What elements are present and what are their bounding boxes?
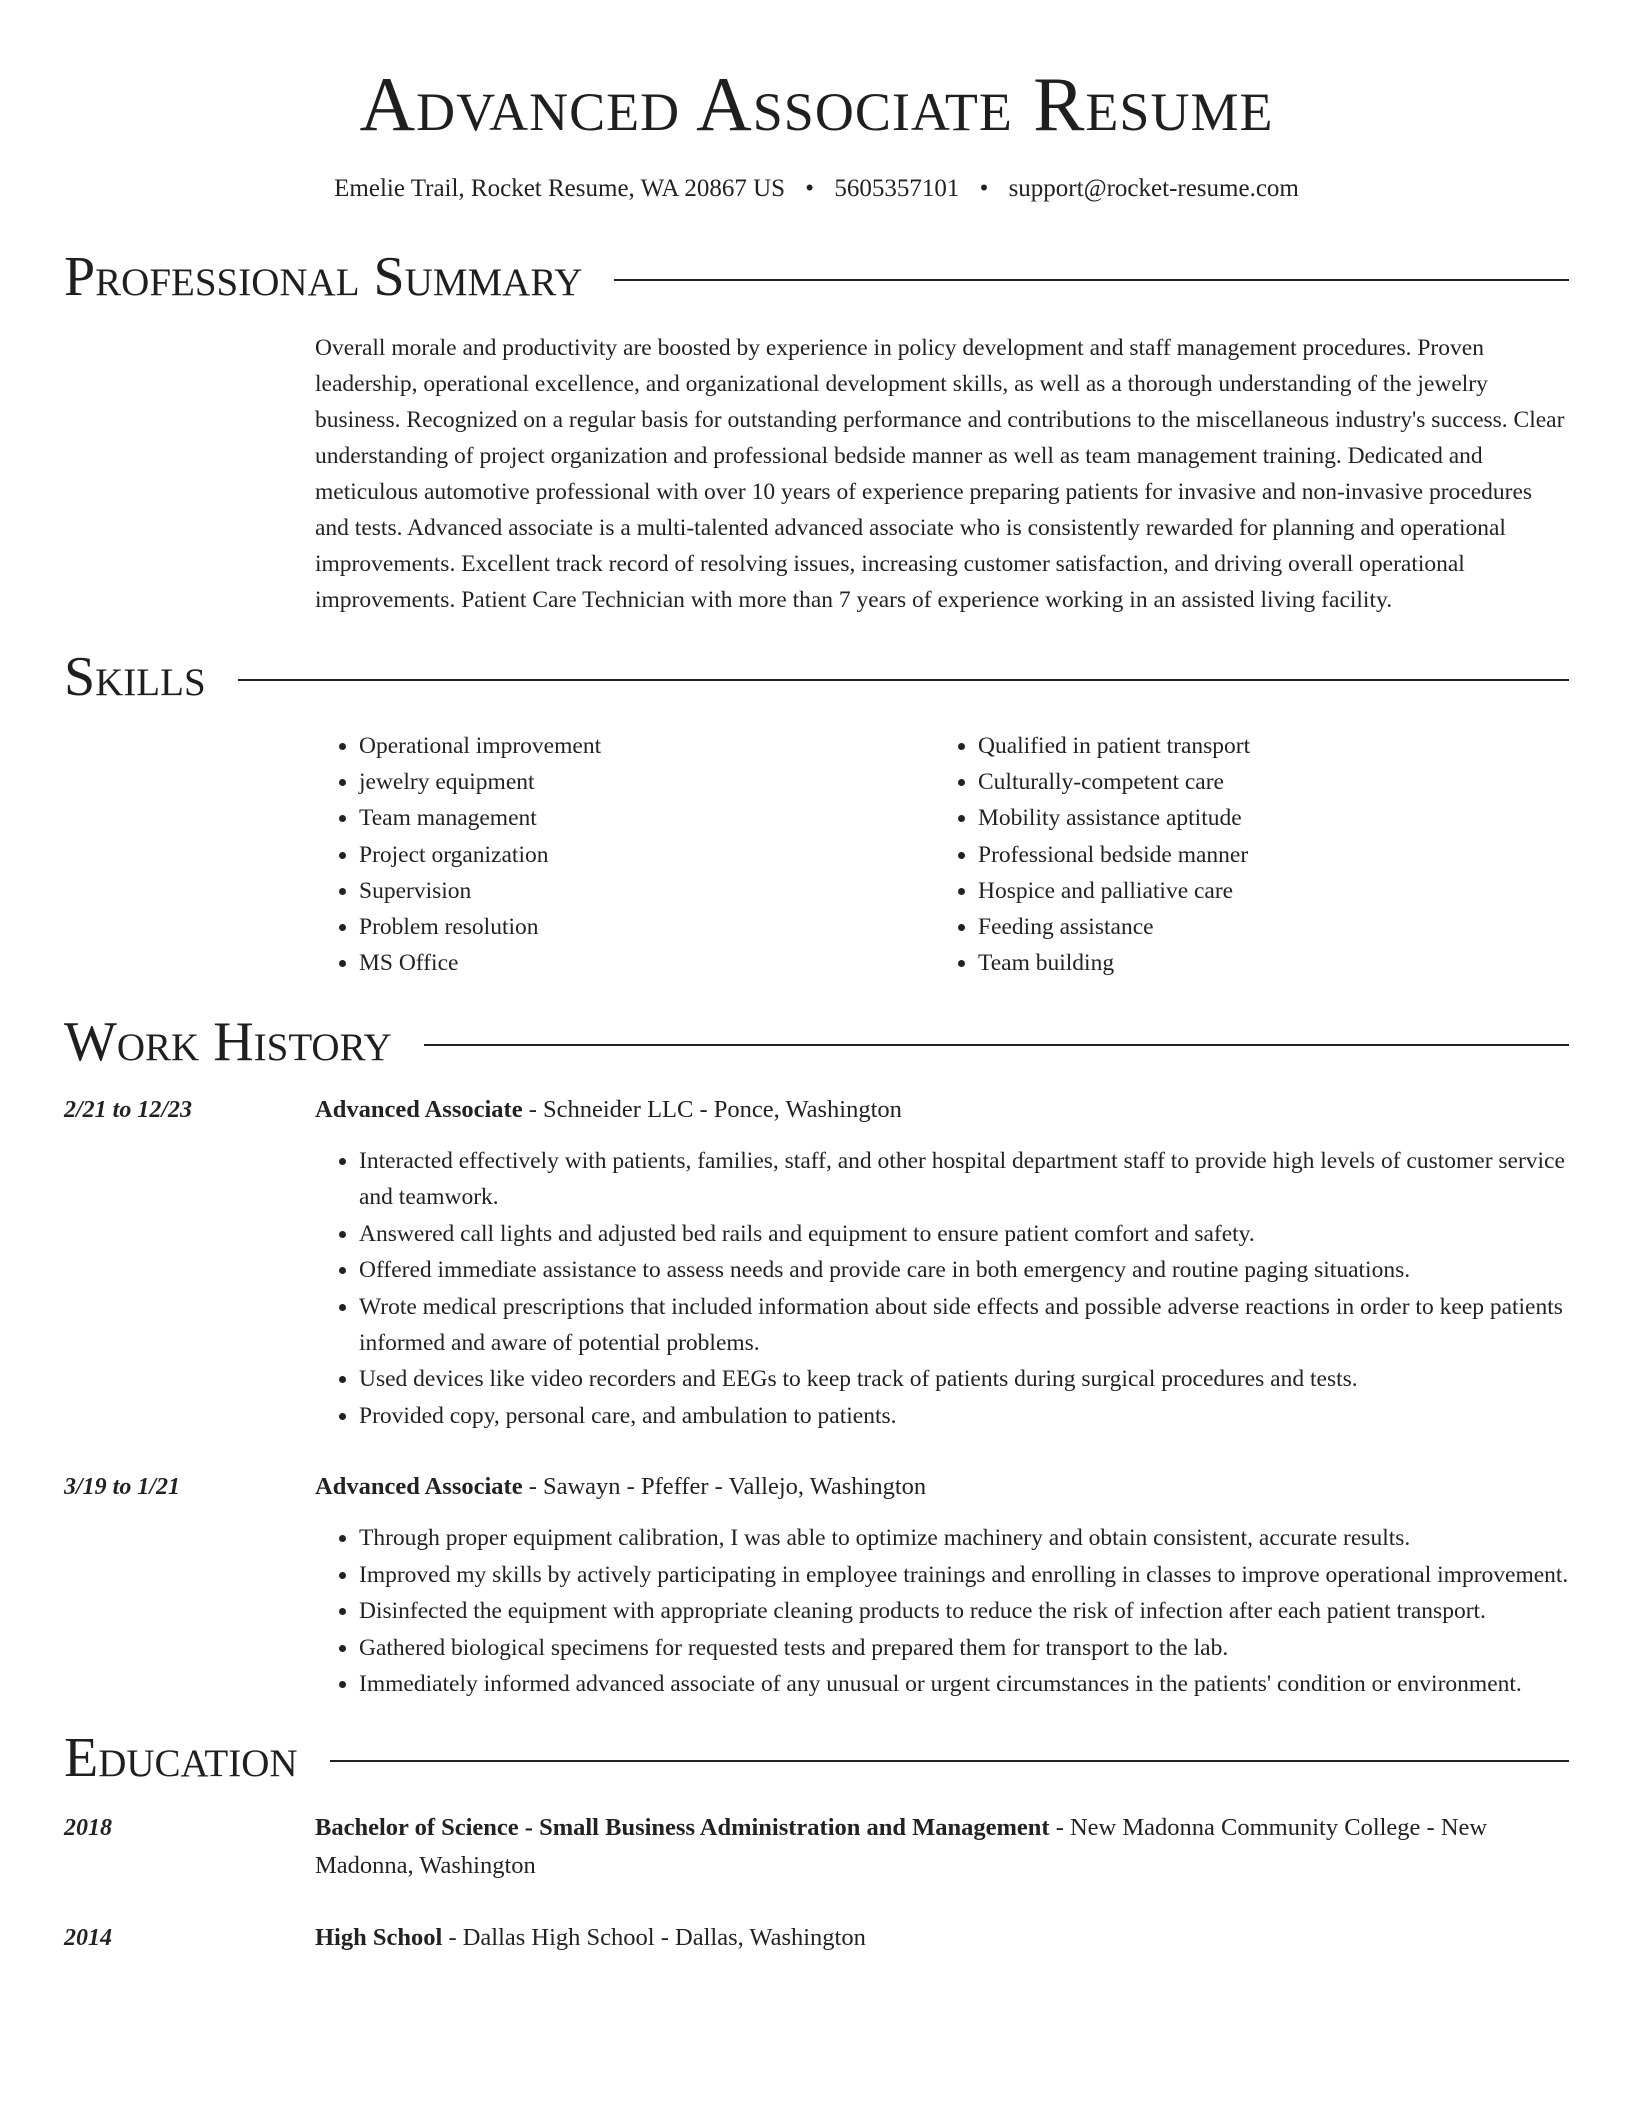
education-header — [315, 1919, 1569, 1957]
skills-heading: Skills — [64, 646, 206, 708]
job-bullet: • Gathered biological specimens for requested tests and prepared them for transport to the lab. — [359, 1630, 1569, 1666]
skill-item: • Team management — [359, 800, 934, 836]
job-dates: 3/19 to 1/21 — [64, 1474, 181, 1501]
skill-item: • Team building — [978, 945, 1553, 981]
skill-item: • Qualified in patient transport — [978, 728, 1553, 764]
education-header — [315, 1809, 1569, 1885]
job-bullet: • Through proper equipment calibration, I was able to optimize machinery and obtain consistent, accurate results. — [359, 1520, 1569, 1556]
work-heading: Work History — [64, 1011, 392, 1074]
job-bullet: • Provided copy, personal care, and ambulation to patients. — [359, 1398, 1569, 1434]
job-details: - Sawayn - Pfeffer - Vallejo, Washington — [522, 1473, 927, 1501]
education-year: 2018 — [64, 1814, 112, 1841]
contact-email: support@rocket-resume.com — [1008, 175, 1299, 202]
summary-heading: Professional Summary — [64, 246, 583, 308]
section-divider — [424, 1044, 1569, 1046]
job-bullet: • Wrote medical prescriptions that included information about side effects and possible adverse reactions in order to keep patients informed and aware of potential problems. — [359, 1289, 1569, 1361]
job-bullet: • Disinfected the equipment with appropriate cleaning products to reduce the risk of infection after each patient transport. — [359, 1593, 1569, 1629]
skill-item: • Project organization — [359, 837, 934, 873]
education-entry — [64, 1809, 1569, 1885]
job-bullet: • Interacted effectively with patients, families, staff, and other hospital department staff to provide high levels of customer service and teamwork. — [359, 1143, 1569, 1215]
contact-separator: • — [805, 175, 815, 202]
skill-item: • Hospice and palliative care — [978, 873, 1553, 909]
education-year: 2014 — [64, 1924, 112, 1951]
summary-section-header — [64, 244, 1569, 310]
job-body — [315, 1468, 1569, 1703]
education-entry — [64, 1919, 1569, 1957]
job-title: Advanced Associate — [315, 1096, 523, 1124]
section-divider — [238, 679, 1569, 681]
summary-text: Overall morale and productivity are boosted by experience in policy development and staff management procedures. Proven leadership, operational excellence, and organizational development skills, as well as a thorough understanding of the jewelry business. Recognized on a regular basis for outstanding performance and contributions to the miscellaneous industry's success. Clear understanding of project organization and professional bedside manner as well as team management training. Dedicated and meticulous automotive professional with over 10 years of experience preparing patients for invasive and non-invasive procedures and tests. Advanced associate is a multi-talented advanced associate who is consistently rewarded for planning and operational improvements. Excellent track record of resolving issues, increasing customer satisfaction, and driving overall operational improvements. Patient Care Technician with more than 7 years of experience working in an assisted living facility. — [315, 335, 1565, 613]
contact-separator: • — [979, 175, 989, 202]
job-bullet: • Used devices like video recorders and EEGs to keep track of patients during surgical procedures and tests. — [359, 1361, 1569, 1397]
skill-item: • jewelry equipment — [359, 764, 934, 800]
skill-item: • MS Office — [359, 945, 934, 981]
skills-section-header — [64, 644, 1569, 710]
education-body — [315, 1919, 1569, 1957]
job-dates: 2/21 to 12/23 — [64, 1097, 193, 1124]
skill-item: • Supervision — [359, 873, 934, 909]
education-details: - Dallas High School - Dallas, Washington — [442, 1923, 866, 1951]
contact-phone: 5605357101 — [834, 175, 960, 202]
section-divider — [614, 279, 1569, 281]
education-body — [315, 1809, 1569, 1885]
skill-item: • Feeding assistance — [978, 909, 1553, 945]
section-divider — [330, 1760, 1569, 1762]
job-bullet: • Offered immediate assistance to assess needs and provide care in both emergency and routine paging situations. — [359, 1252, 1569, 1288]
job-entry — [64, 1091, 1569, 1434]
skill-item: • Professional bedside manner — [978, 837, 1553, 873]
education-degree: Bachelor of Science - Small Business Administration and Management — [315, 1813, 1050, 1841]
skills-column-right — [934, 728, 1553, 981]
job-bullets — [315, 1520, 1569, 1702]
resume-title: Advanced Associate Resume — [359, 61, 1274, 147]
work-section-header — [64, 1009, 1569, 1075]
contact-line — [64, 172, 1569, 206]
job-bullet: • Improved my skills by actively participating in employee trainings and enrolling in classes to improve operational improvement. — [359, 1557, 1569, 1593]
job-body — [315, 1091, 1569, 1434]
job-entry — [64, 1468, 1569, 1703]
job-bullet: • Immediately informed advanced associate of any unusual or urgent circumstances in the patients' condition or environment. — [359, 1666, 1569, 1702]
job-bullet: • Answered call lights and adjusted bed rails and equipment to ensure patient comfort and safety. — [359, 1216, 1569, 1252]
education-section-header — [64, 1725, 1569, 1791]
skill-item: • Problem resolution — [359, 909, 934, 945]
education-heading: Education — [64, 1726, 298, 1789]
skill-item: • Operational improvement — [359, 728, 934, 764]
job-title: Advanced Associate — [315, 1473, 523, 1501]
education-degree: High School — [315, 1923, 443, 1951]
job-header — [315, 1468, 1569, 1506]
job-bullets — [315, 1143, 1569, 1434]
job-header — [315, 1091, 1569, 1129]
education-details: - New Madonna Community College - New Madonna, Washington — [315, 1813, 1488, 1879]
skill-item: • Culturally-competent care — [978, 764, 1553, 800]
skills-column-left — [315, 728, 934, 981]
job-details: - Schneider LLC - Ponce, Washington — [522, 1096, 902, 1124]
skill-item: • Mobility assistance aptitude — [978, 800, 1553, 836]
skills-list — [315, 728, 1569, 981]
contact-address: Emelie Trail, Rocket Resume, WA 20867 US — [334, 175, 786, 202]
